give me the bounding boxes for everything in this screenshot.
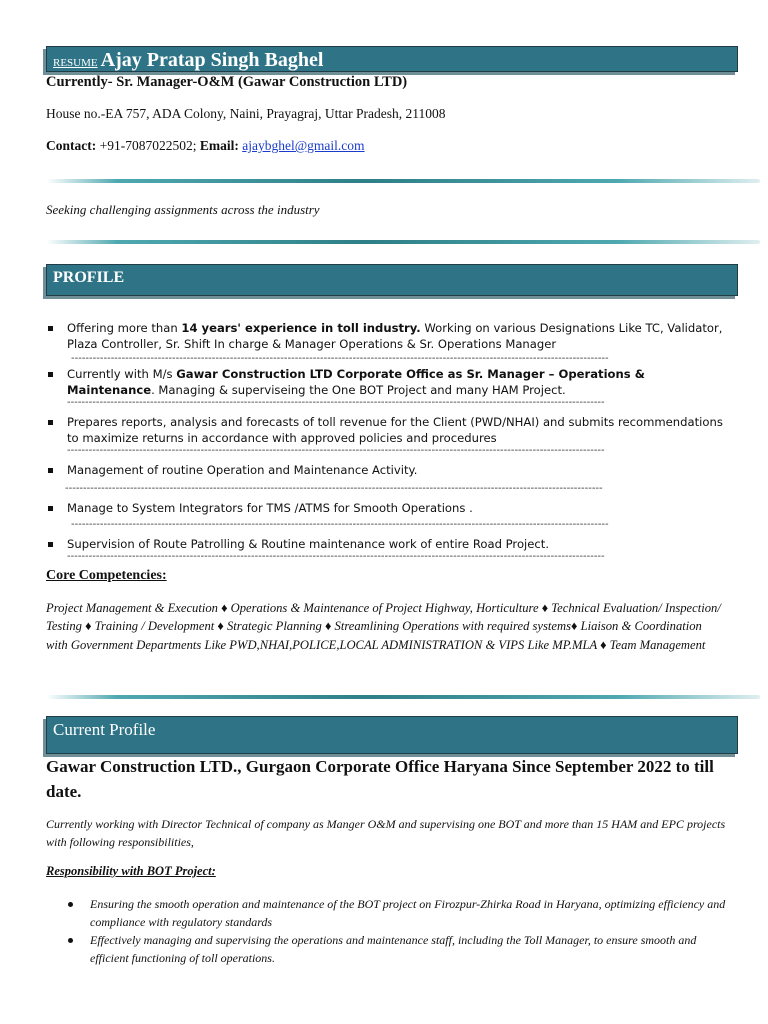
- current-title: Currently- Sr. Manager-O&M (Gawar Construction LTD): [46, 74, 408, 90]
- list-item: Management of routine Operation and Maintenance Activity.: [46, 462, 726, 478]
- core-competencies-text: Project Management & Execution ♦ Operations & Maintenance of Project Highway, Horticulture ♦ Technical Evaluation/ Inspection/ Testing ♦ Training / Development ♦ Strategic Planning ♦ Streamlining Operations with required systems♦ Liaison & Coordination with Government Departments Like PWD,NHAI,POLICE,LOCAL ADMINISTRATION & VIPS Like MP.MLA ♦ Team Management: [46, 601, 721, 652]
- email-label: Email:: [199, 138, 239, 153]
- list-item: Prepares reports, analysis and forecasts of toll revenue for the Client (PWD/NHAI) and submits recommendations to maximize returns in accordance with approved policies and procedures: [46, 414, 726, 446]
- square-bullet-icon: [48, 326, 53, 331]
- company-heading: Gawar Construction LTD., Gurgaon Corporate Office Haryana Since September 2022 to till date.: [46, 757, 714, 801]
- dash-separator: -----------------------------------------------------------------------------------------------------------------------------------------------------: [67, 398, 605, 408]
- objective: Seeking challenging assignments across the industry: [46, 202, 320, 217]
- current-summary: Currently working with Director Technical of company as Manger O&M and supervising one BOT and more than 15 HAM and EPC projects with following responsibilities,: [46, 817, 726, 849]
- core-competencies-heading: Core Competencies:: [46, 568, 167, 583]
- square-bullet-icon: [48, 506, 53, 511]
- divider-rule: [46, 240, 760, 244]
- square-bullet-icon: [48, 542, 53, 547]
- list-item: Ensuring the smooth operation and maintenance of the BOT project on Firozpur-Zhirka Road in Haryana, optimizing efficiency and compliance with regulatory standards: [46, 896, 726, 931]
- contact-line: [46, 138, 365, 154]
- name-header-bar: [46, 46, 738, 72]
- list-item: Offering more than 14 years' experience in toll industry. Working on various Designations Like TC, Validator, Plaza Controller, Sr. Shift In charge & Manager Operations & Sr. Operations Manager: [46, 320, 726, 352]
- candidate-name: Ajay Pratap Singh Baghel: [100, 49, 324, 71]
- dash-separator: -----------------------------------------------------------------------------------------------------------------------------------------------------: [65, 484, 603, 494]
- list-item: Manage to System Integrators for TMS /ATMS for Smooth Operations .: [46, 500, 726, 516]
- dash-separator: -----------------------------------------------------------------------------------------------------------------------------------------------------: [71, 354, 609, 364]
- address: House no.-EA 757, ADA Colony, Naini, Prayagraj, Uttar Pradesh, 211008: [46, 106, 446, 121]
- responsibility-list: [46, 896, 726, 967]
- dash-separator: -----------------------------------------------------------------------------------------------------------------------------------------------------: [67, 552, 605, 562]
- email-link[interactable]: ajaybghel@gmail.com: [242, 138, 365, 153]
- dash-separator: -----------------------------------------------------------------------------------------------------------------------------------------------------: [71, 520, 609, 530]
- profile-list: [46, 320, 726, 562]
- current-profile-heading: Current Profile: [53, 720, 156, 739]
- round-bullet-icon: [68, 938, 73, 943]
- profile-section-bar: [46, 264, 738, 296]
- list-item: Currently with M/s Gawar Construction LTD Corporate Office as Sr. Manager – Operations & Maintenance. Managing & superviseing the One BOT Project and many HAM Project.: [46, 366, 726, 398]
- divider-rule: [46, 179, 760, 183]
- square-bullet-icon: [48, 468, 53, 473]
- list-item: Effectively managing and supervising the operations and maintenance staff, including the Toll Manager, to ensure smooth and efficient functioning of toll operations.: [46, 932, 726, 967]
- divider-rule: [46, 695, 760, 699]
- profile-heading: PROFILE: [53, 269, 125, 286]
- resume-label: RESUME: [53, 57, 98, 69]
- current-profile-section-bar: [46, 716, 738, 754]
- square-bullet-icon: [48, 372, 53, 377]
- round-bullet-icon: [68, 902, 73, 907]
- phone: +91-7087022502;: [99, 138, 197, 153]
- list-item: Supervision of Route Patrolling & Routine maintenance work of entire Road Project.: [46, 536, 726, 552]
- dash-separator: -----------------------------------------------------------------------------------------------------------------------------------------------------: [67, 446, 605, 456]
- responsibility-heading: Responsibility with BOT Project:: [46, 864, 216, 878]
- square-bullet-icon: [48, 420, 53, 425]
- contact-label: Contact:: [46, 138, 97, 153]
